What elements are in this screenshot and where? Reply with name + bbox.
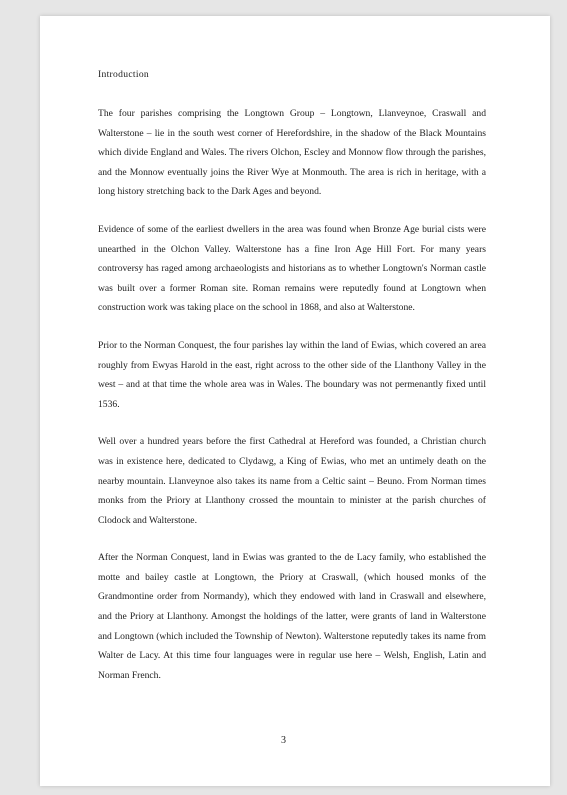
page-number: 3	[281, 735, 286, 746]
paragraph-norman-conquest: Prior to the Norman Conquest, the four parishes lay within the land of Ewias, which covered an area roughly from Ewyas Harold in the east, right across to the other side of the Llanthony Valley in the west – and at that time the whole area was in Wales. The boundary was not permenantly fixed until 1536.	[98, 339, 486, 410]
paragraph-early-dwellers: Evidence of some of the earliest dwellers in the area was found when Bronze Age burial cists were unearthed in the Olchon Valley. Walterstone has a fine Iron Age Hill Fort. For many years controversy has raged among archaeologists and historians as to whether Longtown's Norman castle was built over a former Roman site. Roman remains were reputedly found at Longtown when construction work was taking place on the school in 1868, and also at Walterstone.	[98, 223, 486, 314]
paragraph-de-lacy: After the Norman Conquest, land in Ewias was granted to the de Lacy family, who established the motte and bailey castle at Longtown, the Priory at Craswall, (which housed monks of the Grandmontine order from Normandy), which they endowed with land in Craswall and elsewhere, and the Priory at Llanthony. Amongst the holdings of the latter, were grants of land in Walterstone and Longtown (which included the Township of Newton). Walterstone reputedly takes its name from Walter de Lacy. At this time four languages were in regular use here – Welsh, English, Latin and Norman French.	[98, 552, 486, 681]
section-heading: Introduction	[98, 69, 150, 80]
document-body	[98, 68, 486, 703]
paragraph-christian-church: Well over a hundred years before the first Cathedral at Hereford was founded, a Christian church was in existence here, dedicated to Clydawg, a King of Ewias, who met an untimely death on the nearby mountain. Llanveynoe also takes its name from a Celtic saint – Beuno. From Norman times monks from the Priory at Llanthony crossed the mountain to minister at the parish churches of Clodock and Walterstone.	[98, 436, 486, 526]
paragraph-parishes: The four parishes comprising the Longtown Group – Longtown, Llanveynoe, Craswall and Walterstone – lie in the south west corner of Herefordshire, in the shadow of the Black Mountains which divide England and Wales. The rivers Olchon, Escley and Monnow flow through the parishes, and the Monnow eventually joins the River Wye at Monmouth. The area is rich in heritage, with a long history stretching back to the Dark Ages and beyond.	[98, 108, 486, 198]
